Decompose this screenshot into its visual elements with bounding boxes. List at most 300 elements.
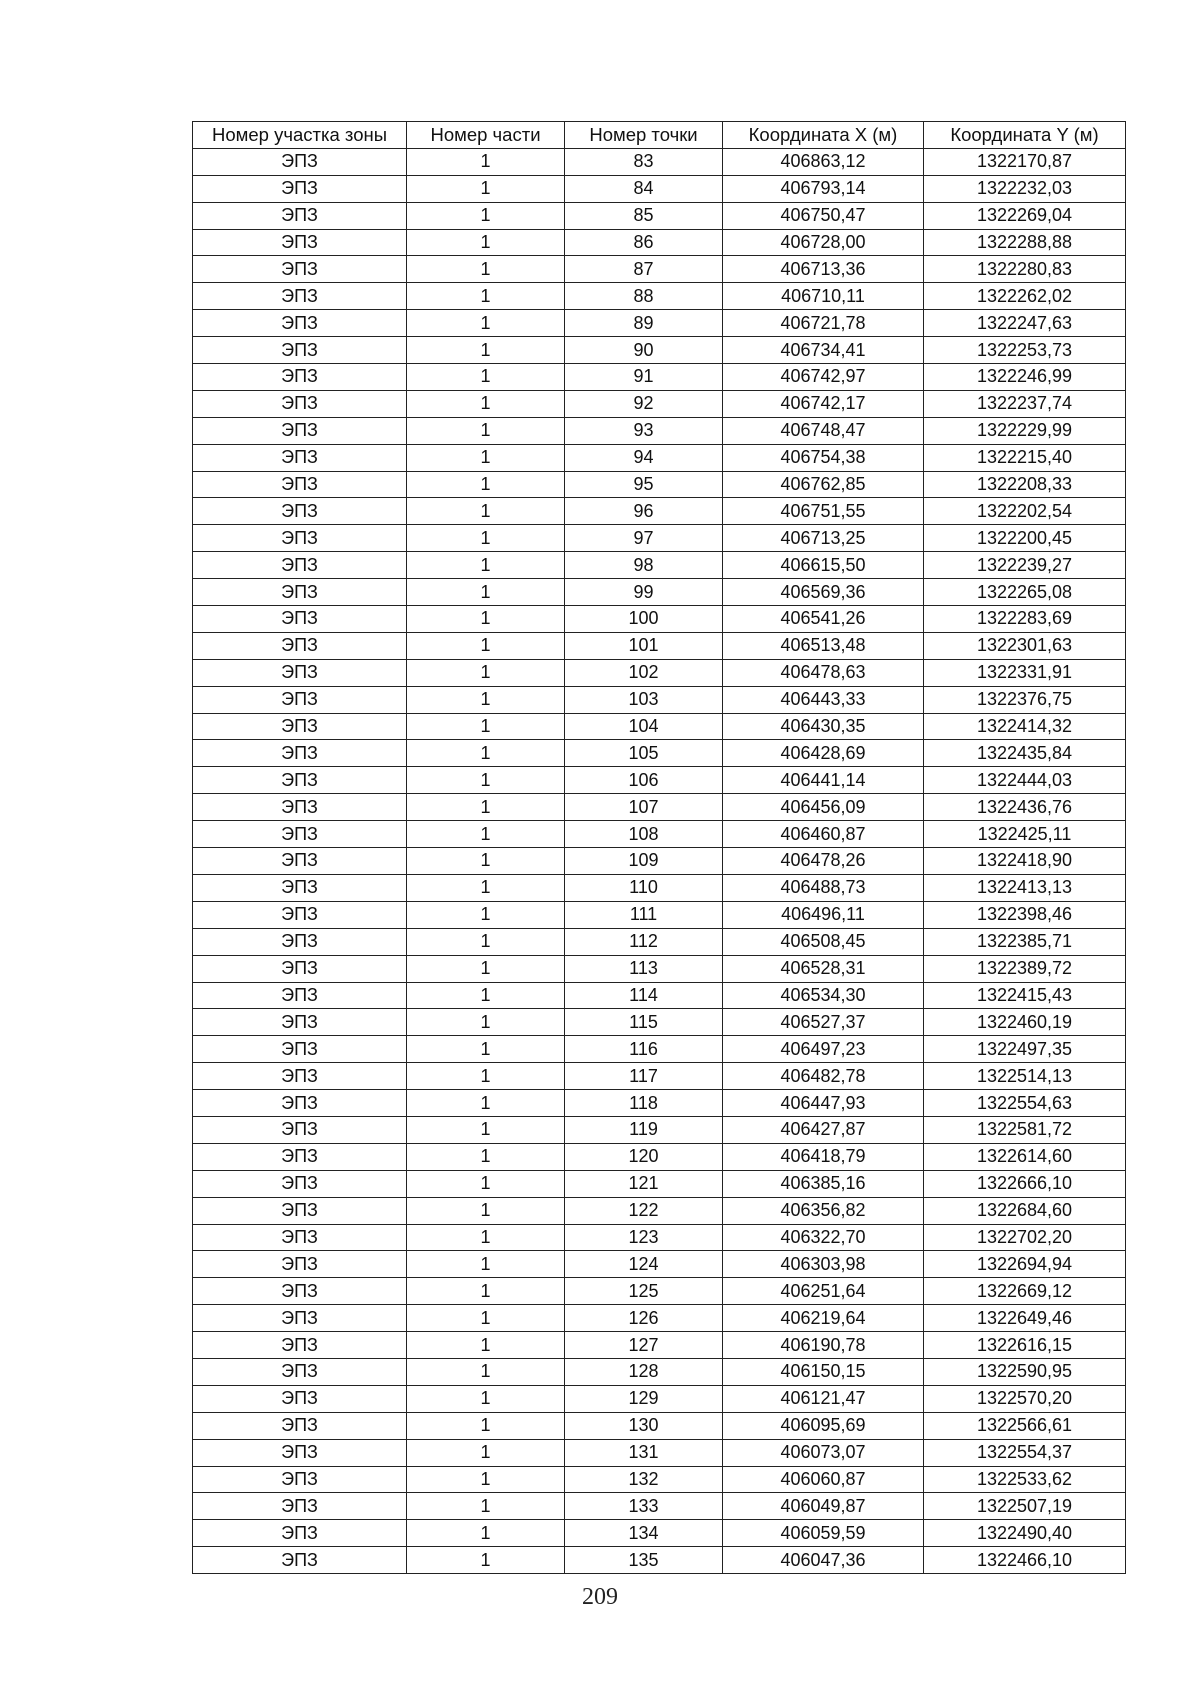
cell-coordinate-y: 1322684,60 (924, 1197, 1126, 1224)
cell-point-number: 133 (565, 1493, 723, 1520)
cell-coordinate-y: 1322425,11 (924, 821, 1126, 848)
table-row (193, 229, 1126, 256)
table-row (193, 1278, 1126, 1305)
table-row (193, 874, 1126, 901)
cell-coordinate-y: 1322269,04 (924, 202, 1126, 229)
cell-point-number: 90 (565, 337, 723, 364)
cell-part-number: 1 (407, 525, 565, 552)
cell-part-number: 1 (407, 444, 565, 471)
cell-coordinate-x: 406456,09 (723, 794, 924, 821)
table-row (193, 794, 1126, 821)
cell-coordinate-y: 1322239,27 (924, 552, 1126, 579)
cell-point-number: 99 (565, 579, 723, 606)
cell-part-number: 1 (407, 1063, 565, 1090)
table-row (193, 1305, 1126, 1332)
cell-coordinate-y: 1322460,19 (924, 1009, 1126, 1036)
cell-coordinate-x: 406047,36 (723, 1547, 924, 1574)
cell-zone-section: ЭПЗ (193, 982, 407, 1009)
cell-coordinate-y: 1322590,95 (924, 1358, 1126, 1385)
cell-zone-section: ЭПЗ (193, 874, 407, 901)
cell-zone-section: ЭПЗ (193, 1278, 407, 1305)
cell-part-number: 1 (407, 1332, 565, 1359)
cell-coordinate-y: 1322331,91 (924, 659, 1126, 686)
cell-zone-section: ЭПЗ (193, 632, 407, 659)
cell-coordinate-x: 406527,37 (723, 1009, 924, 1036)
cell-coordinate-x: 406721,78 (723, 310, 924, 337)
cell-coordinate-x: 406496,11 (723, 901, 924, 928)
cell-point-number: 110 (565, 874, 723, 901)
cell-part-number: 1 (407, 740, 565, 767)
table-row (193, 955, 1126, 982)
table-row (193, 202, 1126, 229)
cell-zone-section: ЭПЗ (193, 1224, 407, 1251)
cell-point-number: 89 (565, 310, 723, 337)
cell-coordinate-x: 406073,07 (723, 1439, 924, 1466)
cell-coordinate-y: 1322280,83 (924, 256, 1126, 283)
cell-zone-section: ЭПЗ (193, 740, 407, 767)
cell-part-number: 1 (407, 1090, 565, 1117)
cell-coordinate-y: 1322301,63 (924, 632, 1126, 659)
cell-coordinate-y: 1322435,84 (924, 740, 1126, 767)
cell-point-number: 111 (565, 901, 723, 928)
cell-zone-section: ЭПЗ (193, 498, 407, 525)
cell-zone-section: ЭПЗ (193, 659, 407, 686)
cell-coordinate-x: 406742,17 (723, 390, 924, 417)
cell-part-number: 1 (407, 713, 565, 740)
table-row (193, 417, 1126, 444)
table-header-row (193, 122, 1126, 149)
cell-part-number: 1 (407, 1493, 565, 1520)
cell-part-number: 1 (407, 821, 565, 848)
cell-zone-section: ЭПЗ (193, 928, 407, 955)
cell-coordinate-x: 406095,69 (723, 1412, 924, 1439)
table-row (193, 1520, 1126, 1547)
cell-part-number: 1 (407, 874, 565, 901)
cell-zone-section: ЭПЗ (193, 686, 407, 713)
cell-coordinate-y: 1322376,75 (924, 686, 1126, 713)
cell-point-number: 87 (565, 256, 723, 283)
cell-coordinate-x: 406710,11 (723, 283, 924, 310)
cell-coordinate-x: 406508,45 (723, 928, 924, 955)
cell-point-number: 134 (565, 1520, 723, 1547)
cell-point-number: 123 (565, 1224, 723, 1251)
cell-part-number: 1 (407, 175, 565, 202)
cell-point-number: 86 (565, 229, 723, 256)
cell-part-number: 1 (407, 552, 565, 579)
table-row (193, 337, 1126, 364)
cell-zone-section: ЭПЗ (193, 1385, 407, 1412)
cell-part-number: 1 (407, 1170, 565, 1197)
cell-zone-section: ЭПЗ (193, 175, 407, 202)
cell-zone-section: ЭПЗ (193, 1116, 407, 1143)
cell-part-number: 1 (407, 1412, 565, 1439)
cell-part-number: 1 (407, 1385, 565, 1412)
cell-point-number: 103 (565, 686, 723, 713)
cell-coordinate-y: 1322414,32 (924, 713, 1126, 740)
table-row (193, 686, 1126, 713)
header-coordinate-y: Координата Y (м) (924, 122, 1126, 149)
cell-coordinate-x: 406121,47 (723, 1385, 924, 1412)
cell-coordinate-y: 1322247,63 (924, 310, 1126, 337)
cell-point-number: 118 (565, 1090, 723, 1117)
cell-coordinate-x: 406478,26 (723, 848, 924, 875)
cell-zone-section: ЭПЗ (193, 1251, 407, 1278)
cell-part-number: 1 (407, 928, 565, 955)
cell-zone-section: ЭПЗ (193, 821, 407, 848)
cell-coordinate-y: 1322466,10 (924, 1547, 1126, 1574)
cell-coordinate-x: 406428,69 (723, 740, 924, 767)
cell-part-number: 1 (407, 1278, 565, 1305)
cell-zone-section: ЭПЗ (193, 1358, 407, 1385)
cell-point-number: 92 (565, 390, 723, 417)
cell-zone-section: ЭПЗ (193, 1439, 407, 1466)
cell-point-number: 126 (565, 1305, 723, 1332)
cell-point-number: 120 (565, 1143, 723, 1170)
cell-coordinate-x: 406569,36 (723, 579, 924, 606)
cell-part-number: 1 (407, 1251, 565, 1278)
cell-point-number: 95 (565, 471, 723, 498)
cell-coordinate-x: 406742,97 (723, 364, 924, 391)
table-row (193, 606, 1126, 633)
table-row (193, 256, 1126, 283)
cell-part-number: 1 (407, 471, 565, 498)
cell-coordinate-x: 406219,64 (723, 1305, 924, 1332)
cell-coordinate-y: 1322229,99 (924, 417, 1126, 444)
cell-coordinate-x: 406430,35 (723, 713, 924, 740)
cell-point-number: 93 (565, 417, 723, 444)
cell-point-number: 85 (565, 202, 723, 229)
cell-part-number: 1 (407, 632, 565, 659)
cell-part-number: 1 (407, 659, 565, 686)
cell-zone-section: ЭПЗ (193, 1063, 407, 1090)
cell-zone-section: ЭПЗ (193, 713, 407, 740)
cell-zone-section: ЭПЗ (193, 1520, 407, 1547)
cell-point-number: 130 (565, 1412, 723, 1439)
cell-part-number: 1 (407, 148, 565, 175)
cell-zone-section: ЭПЗ (193, 1197, 407, 1224)
cell-zone-section: ЭПЗ (193, 1547, 407, 1574)
cell-coordinate-y: 1322669,12 (924, 1278, 1126, 1305)
cell-point-number: 114 (565, 982, 723, 1009)
cell-zone-section: ЭПЗ (193, 579, 407, 606)
cell-part-number: 1 (407, 901, 565, 928)
table-row (193, 848, 1126, 875)
cell-coordinate-y: 1322436,76 (924, 794, 1126, 821)
cell-zone-section: ЭПЗ (193, 1170, 407, 1197)
table-row (193, 1090, 1126, 1117)
cell-coordinate-x: 406385,16 (723, 1170, 924, 1197)
cell-part-number: 1 (407, 686, 565, 713)
cell-part-number: 1 (407, 1036, 565, 1063)
cell-zone-section: ЭПЗ (193, 767, 407, 794)
cell-point-number: 88 (565, 283, 723, 310)
cell-point-number: 96 (565, 498, 723, 525)
cell-zone-section: ЭПЗ (193, 794, 407, 821)
table-row (193, 1116, 1126, 1143)
table-row (193, 1412, 1126, 1439)
cell-point-number: 117 (565, 1063, 723, 1090)
cell-coordinate-x: 406482,78 (723, 1063, 924, 1090)
cell-coordinate-y: 1322413,13 (924, 874, 1126, 901)
cell-coordinate-y: 1322490,40 (924, 1520, 1126, 1547)
table-row (193, 310, 1126, 337)
cell-coordinate-y: 1322418,90 (924, 848, 1126, 875)
cell-coordinate-y: 1322533,62 (924, 1466, 1126, 1493)
cell-point-number: 115 (565, 1009, 723, 1036)
cell-part-number: 1 (407, 390, 565, 417)
cell-coordinate-y: 1322581,72 (924, 1116, 1126, 1143)
table-row (193, 1466, 1126, 1493)
cell-part-number: 1 (407, 848, 565, 875)
cell-zone-section: ЭПЗ (193, 606, 407, 633)
cell-zone-section: ЭПЗ (193, 283, 407, 310)
table-row (193, 498, 1126, 525)
cell-zone-section: ЭПЗ (193, 148, 407, 175)
cell-zone-section: ЭПЗ (193, 848, 407, 875)
cell-part-number: 1 (407, 794, 565, 821)
cell-coordinate-y: 1322246,99 (924, 364, 1126, 391)
cell-coordinate-x: 406754,38 (723, 444, 924, 471)
table-row (193, 713, 1126, 740)
cell-coordinate-x: 406488,73 (723, 874, 924, 901)
cell-point-number: 105 (565, 740, 723, 767)
table-body (193, 148, 1126, 1573)
table-row (193, 982, 1126, 1009)
cell-part-number: 1 (407, 1520, 565, 1547)
cell-coordinate-y: 1322232,03 (924, 175, 1126, 202)
table-row (193, 283, 1126, 310)
table-row (193, 1224, 1126, 1251)
cell-point-number: 104 (565, 713, 723, 740)
table-row (193, 444, 1126, 471)
cell-zone-section: ЭПЗ (193, 1143, 407, 1170)
cell-coordinate-y: 1322253,73 (924, 337, 1126, 364)
cell-zone-section: ЭПЗ (193, 417, 407, 444)
cell-zone-section: ЭПЗ (193, 1090, 407, 1117)
cell-coordinate-y: 1322262,02 (924, 283, 1126, 310)
cell-part-number: 1 (407, 982, 565, 1009)
cell-coordinate-x: 406418,79 (723, 1143, 924, 1170)
cell-point-number: 108 (565, 821, 723, 848)
cell-point-number: 124 (565, 1251, 723, 1278)
table-row (193, 659, 1126, 686)
cell-coordinate-x: 406478,63 (723, 659, 924, 686)
cell-zone-section: ЭПЗ (193, 310, 407, 337)
cell-point-number: 101 (565, 632, 723, 659)
table-row (193, 552, 1126, 579)
cell-coordinate-y: 1322570,20 (924, 1385, 1126, 1412)
cell-point-number: 94 (565, 444, 723, 471)
cell-coordinate-x: 406748,47 (723, 417, 924, 444)
cell-coordinate-y: 1322208,33 (924, 471, 1126, 498)
table-row (193, 767, 1126, 794)
cell-part-number: 1 (407, 579, 565, 606)
cell-coordinate-y: 1322215,40 (924, 444, 1126, 471)
cell-coordinate-y: 1322514,13 (924, 1063, 1126, 1090)
table-row (193, 1493, 1126, 1520)
cell-coordinate-x: 406750,47 (723, 202, 924, 229)
cell-point-number: 125 (565, 1278, 723, 1305)
cell-zone-section: ЭПЗ (193, 202, 407, 229)
cell-coordinate-y: 1322202,54 (924, 498, 1126, 525)
table-row (193, 740, 1126, 767)
cell-coordinate-x: 406441,14 (723, 767, 924, 794)
cell-coordinate-y: 1322170,87 (924, 148, 1126, 175)
cell-part-number: 1 (407, 364, 565, 391)
cell-zone-section: ЭПЗ (193, 1305, 407, 1332)
cell-zone-section: ЭПЗ (193, 364, 407, 391)
cell-coordinate-y: 1322200,45 (924, 525, 1126, 552)
cell-coordinate-y: 1322649,46 (924, 1305, 1126, 1332)
cell-coordinate-x: 406762,85 (723, 471, 924, 498)
cell-zone-section: ЭПЗ (193, 901, 407, 928)
cell-point-number: 112 (565, 928, 723, 955)
cell-point-number: 91 (565, 364, 723, 391)
table-row (193, 928, 1126, 955)
cell-coordinate-y: 1322283,69 (924, 606, 1126, 633)
cell-part-number: 1 (407, 310, 565, 337)
cell-coordinate-y: 1322444,03 (924, 767, 1126, 794)
cell-zone-section: ЭПЗ (193, 1493, 407, 1520)
cell-point-number: 121 (565, 1170, 723, 1197)
cell-part-number: 1 (407, 1224, 565, 1251)
table-row (193, 148, 1126, 175)
page-number: 209 (582, 1584, 618, 1610)
cell-point-number: 132 (565, 1466, 723, 1493)
cell-coordinate-y: 1322237,74 (924, 390, 1126, 417)
cell-coordinate-x: 406751,55 (723, 498, 924, 525)
table-row (193, 1170, 1126, 1197)
cell-coordinate-x: 406863,12 (723, 148, 924, 175)
cell-part-number: 1 (407, 256, 565, 283)
cell-part-number: 1 (407, 1116, 565, 1143)
header-part-number: Номер части (407, 122, 565, 149)
cell-part-number: 1 (407, 229, 565, 256)
cell-coordinate-y: 1322694,94 (924, 1251, 1126, 1278)
table-row (193, 1009, 1126, 1036)
cell-coordinate-y: 1322385,71 (924, 928, 1126, 955)
cell-coordinate-y: 1322265,08 (924, 579, 1126, 606)
table-row (193, 390, 1126, 417)
cell-part-number: 1 (407, 1547, 565, 1574)
cell-coordinate-x: 406615,50 (723, 552, 924, 579)
cell-coordinate-y: 1322566,61 (924, 1412, 1126, 1439)
table-row (193, 579, 1126, 606)
table-row (193, 1547, 1126, 1574)
cell-point-number: 116 (565, 1036, 723, 1063)
table-row (193, 1197, 1126, 1224)
cell-zone-section: ЭПЗ (193, 1412, 407, 1439)
cell-coordinate-x: 406728,00 (723, 229, 924, 256)
cell-coordinate-x: 406513,48 (723, 632, 924, 659)
cell-point-number: 129 (565, 1385, 723, 1412)
cell-part-number: 1 (407, 498, 565, 525)
cell-point-number: 131 (565, 1439, 723, 1466)
cell-coordinate-y: 1322666,10 (924, 1170, 1126, 1197)
cell-coordinate-y: 1322389,72 (924, 955, 1126, 982)
cell-zone-section: ЭПЗ (193, 552, 407, 579)
cell-part-number: 1 (407, 417, 565, 444)
cell-part-number: 1 (407, 202, 565, 229)
cell-coordinate-x: 406793,14 (723, 175, 924, 202)
cell-point-number: 107 (565, 794, 723, 821)
cell-coordinate-y: 1322702,20 (924, 1224, 1126, 1251)
coordinates-table (192, 121, 1126, 1574)
table-row (193, 1251, 1126, 1278)
cell-coordinate-x: 406534,30 (723, 982, 924, 1009)
cell-coordinate-y: 1322288,88 (924, 229, 1126, 256)
cell-coordinate-x: 406049,87 (723, 1493, 924, 1520)
cell-part-number: 1 (407, 1358, 565, 1385)
cell-coordinate-x: 406190,78 (723, 1332, 924, 1359)
cell-zone-section: ЭПЗ (193, 444, 407, 471)
table-row (193, 364, 1126, 391)
cell-part-number: 1 (407, 606, 565, 633)
cell-part-number: 1 (407, 1466, 565, 1493)
cell-zone-section: ЭПЗ (193, 955, 407, 982)
cell-coordinate-x: 406059,59 (723, 1520, 924, 1547)
cell-coordinate-x: 406060,87 (723, 1466, 924, 1493)
cell-zone-section: ЭПЗ (193, 256, 407, 283)
cell-part-number: 1 (407, 337, 565, 364)
cell-coordinate-y: 1322614,60 (924, 1143, 1126, 1170)
cell-point-number: 102 (565, 659, 723, 686)
cell-zone-section: ЭПЗ (193, 1036, 407, 1063)
table-row (193, 1036, 1126, 1063)
table-row (193, 632, 1126, 659)
header-point-number: Номер точки (565, 122, 723, 149)
cell-coordinate-x: 406303,98 (723, 1251, 924, 1278)
cell-point-number: 128 (565, 1358, 723, 1385)
cell-coordinate-y: 1322554,37 (924, 1439, 1126, 1466)
table-row (193, 471, 1126, 498)
cell-point-number: 84 (565, 175, 723, 202)
cell-coordinate-y: 1322554,63 (924, 1090, 1126, 1117)
cell-point-number: 109 (565, 848, 723, 875)
cell-coordinate-y: 1322415,43 (924, 982, 1126, 1009)
cell-zone-section: ЭПЗ (193, 471, 407, 498)
cell-zone-section: ЭПЗ (193, 525, 407, 552)
cell-coordinate-x: 406322,70 (723, 1224, 924, 1251)
cell-coordinate-x: 406443,33 (723, 686, 924, 713)
cell-coordinate-x: 406541,26 (723, 606, 924, 633)
cell-point-number: 97 (565, 525, 723, 552)
cell-coordinate-x: 406734,41 (723, 337, 924, 364)
cell-point-number: 122 (565, 1197, 723, 1224)
table-row (193, 175, 1126, 202)
cell-part-number: 1 (407, 1197, 565, 1224)
table-row (193, 1358, 1126, 1385)
cell-part-number: 1 (407, 1439, 565, 1466)
cell-coordinate-x: 406150,15 (723, 1358, 924, 1385)
cell-point-number: 127 (565, 1332, 723, 1359)
cell-zone-section: ЭПЗ (193, 337, 407, 364)
cell-zone-section: ЭПЗ (193, 390, 407, 417)
cell-part-number: 1 (407, 1143, 565, 1170)
cell-coordinate-x: 406460,87 (723, 821, 924, 848)
cell-coordinate-x: 406447,93 (723, 1090, 924, 1117)
table-row (193, 1063, 1126, 1090)
cell-coordinate-y: 1322398,46 (924, 901, 1126, 928)
cell-coordinate-x: 406713,36 (723, 256, 924, 283)
cell-coordinate-y: 1322497,35 (924, 1036, 1126, 1063)
header-coordinate-x: Координата X (м) (723, 122, 924, 149)
cell-point-number: 106 (565, 767, 723, 794)
cell-point-number: 119 (565, 1116, 723, 1143)
cell-point-number: 83 (565, 148, 723, 175)
cell-coordinate-x: 406528,31 (723, 955, 924, 982)
cell-zone-section: ЭПЗ (193, 1466, 407, 1493)
